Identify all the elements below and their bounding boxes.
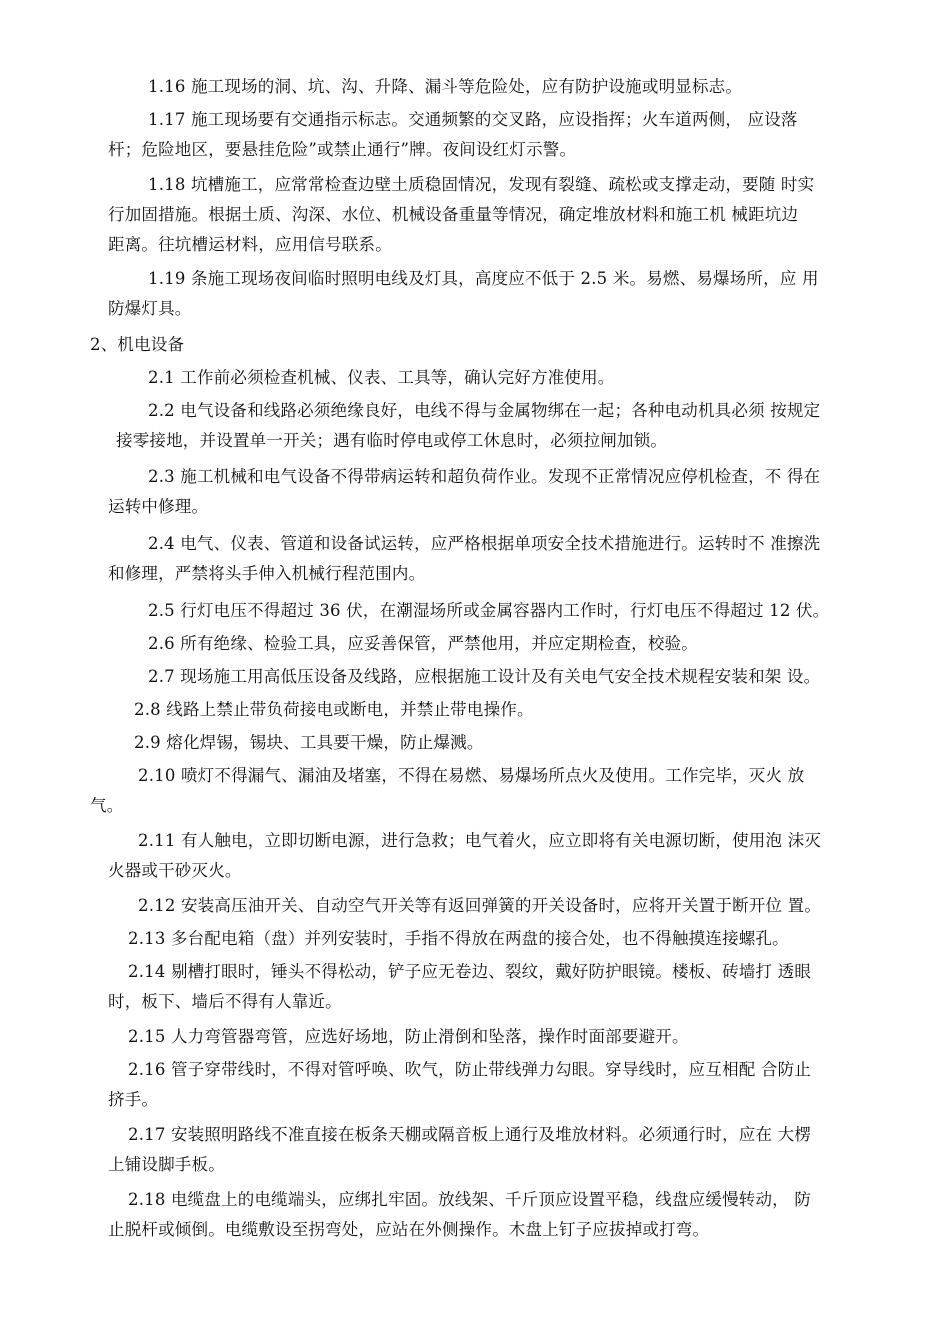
text-line: 2.13 多台配电箱（盘）并列安装时，手指不得放在两盘的接合处，也不得触摸连接螺孔。	[128, 929, 789, 948]
text-line: 上铺设脚手板。	[108, 1155, 225, 1174]
text-line: 接零接地，并设置单一开关；遇有临时停电或停工休息时，必须拉闸加锁。	[116, 431, 668, 450]
paragraph-1-17	[108, 105, 798, 165]
text-line: 运转中修理。	[108, 497, 209, 516]
text-line: 2.9 熔化焊锡，锡块、工具要干燥，防止爆溅。	[134, 733, 484, 752]
text-line: 防爆灯具。	[108, 299, 192, 318]
paragraph-2-3	[108, 462, 820, 522]
paragraph-1-18	[108, 170, 814, 260]
paragraph-2-13	[128, 924, 789, 954]
paragraph-1-19	[108, 264, 819, 324]
text-line: 2.18 电缆盘上的电缆端头，应绑扎牢固。放线架、千斤顶应设置平稳，线盘应缓慢转动， 防	[128, 1190, 812, 1209]
paragraph-2-6	[148, 629, 698, 659]
text-line: 2.5 行灯电压不得超过 36 伏，在潮湿场所或金属容器内工作时，行灯电压不得超过 12 伏。	[148, 601, 830, 620]
text-line: 1.16 施工现场的洞、坑、沟、升降、漏斗等危险处，应有防护设施或明显标志。	[148, 77, 743, 96]
text-line: 和修理，严禁将头手伸入机械行程范围内。	[108, 564, 426, 583]
paragraph-2-15	[128, 1022, 689, 1052]
paragraph-2-7	[148, 662, 820, 692]
text-line: 距离。往坑槽运材料，应用信号联系。	[108, 235, 392, 254]
text-line: 2.14 剔槽打眼时，锤头不得松动，铲子应无卷边、裂纹，戴好防护眼镜。楼板、砖墙打 透眼	[128, 962, 812, 981]
section-heading-2	[90, 330, 184, 360]
text-line: 2.3 施工机械和电气设备不得带病运转和超负荷作业。发现不正常情况应停机检查，不 得在	[148, 467, 821, 486]
paragraph-2-1	[148, 363, 615, 393]
text-line: 2.17 安装照明路线不准直接在板条天棚或隔音板上通行及堆放材料。必须通行时，应在 大楞	[128, 1125, 812, 1144]
paragraph-2-4	[108, 529, 820, 589]
text-line: 2.1 工作前必须检查机械、仪表、工具等，确认完好方准使用。	[148, 368, 615, 387]
text-line: 时，板下、墙后不得有人靠近。	[108, 992, 342, 1011]
text-line: 1.19 条施工现场夜间临时照明电线及灯具，高度应不低于 2.5 米。易燃、易爆场所，应 用	[148, 269, 819, 288]
paragraph-2-5	[148, 596, 829, 626]
paragraph-2-10	[90, 761, 804, 821]
text-line: 2.4 电气、仪表、管道和设备试运转，应严格根据单项安全技术措施进行。运转时不 准擦洗	[148, 534, 821, 553]
text-line: 杆；危险地区，要悬挂危险”或禁止通行”牌。夜间设红灯示警。	[108, 140, 577, 159]
text-line: 2.10 喷灯不得漏气、漏油及堵塞，不得在易燃、易爆场所点火及使用。工作完毕，灭火 放	[138, 766, 805, 785]
paragraph-2-12	[138, 891, 821, 921]
paragraph-2-17	[108, 1120, 811, 1180]
paragraph-2-2	[108, 396, 820, 456]
text-line: 2.16 管子穿带线时，不得对管呼唤、吹气，防止带线弹力勾眼。穿导线时，应互相配 合防止	[128, 1060, 812, 1079]
paragraph-2-8	[134, 695, 534, 725]
text-line: 行加固措施。根据土质、沟深、水位、机械设备重量等情况，确定堆放材料和施工机 械距坑边	[108, 205, 799, 224]
text-line: 止脱杆或倾倒。电缆敷设至拐弯处，应站在外侧操作。木盘上钉子应拔掉或打弯。	[108, 1220, 710, 1239]
text-line: 2.6 所有绝缘、检验工具，应妥善保管，严禁他用，并应定期检查，校验。	[148, 634, 698, 653]
text-line: 2、机电设备	[90, 335, 185, 354]
paragraph-2-16	[108, 1055, 811, 1115]
text-line: 2.7 现场施工用高低压设备及线路，应根据施工设计及有关电气安全技术规程安装和架 设。	[148, 667, 821, 686]
text-line: 2.2 电气设备和线路必须绝缘良好，电线不得与金属物绑在一起；各种电动机具必须 按规定	[148, 401, 821, 420]
text-line: 2.12 安装高压油开关、自动空气开关等有返回弹簧的开关设备时，应将开关置于断开位 置。	[138, 896, 822, 915]
text-line: 气。	[90, 796, 124, 815]
text-line: 1.17 施工现场要有交通指示标志。交通频繁的交叉路，应设指挥；火车道两侧， 应设落	[148, 110, 798, 129]
text-line: 火器或干砂灭火。	[108, 861, 242, 880]
paragraph-1-16	[148, 72, 742, 102]
paragraph-2-18	[108, 1185, 811, 1245]
text-line: 1.18 坑槽施工，应常常检查边壁土质稳固情况，发现有裂缝、疏松或支撑走动，要随 时实	[148, 175, 815, 194]
text-line: 挤手。	[108, 1090, 159, 1109]
text-line: 2.15 人力弯管器弯管，应选好场地，防止滑倒和坠落，操作时面部要避开。	[128, 1027, 689, 1046]
text-line: 2.11 有人触电，立即切断电源，进行急救；电气着火，应立即将有关电源切断，使用泡 沫灭	[138, 831, 822, 850]
paragraph-2-9	[134, 728, 484, 758]
paragraph-2-14	[108, 957, 811, 1017]
paragraph-2-11	[108, 826, 821, 886]
text-line: 2.8 线路上禁止带负荷接电或断电，并禁止带电操作。	[134, 700, 534, 719]
